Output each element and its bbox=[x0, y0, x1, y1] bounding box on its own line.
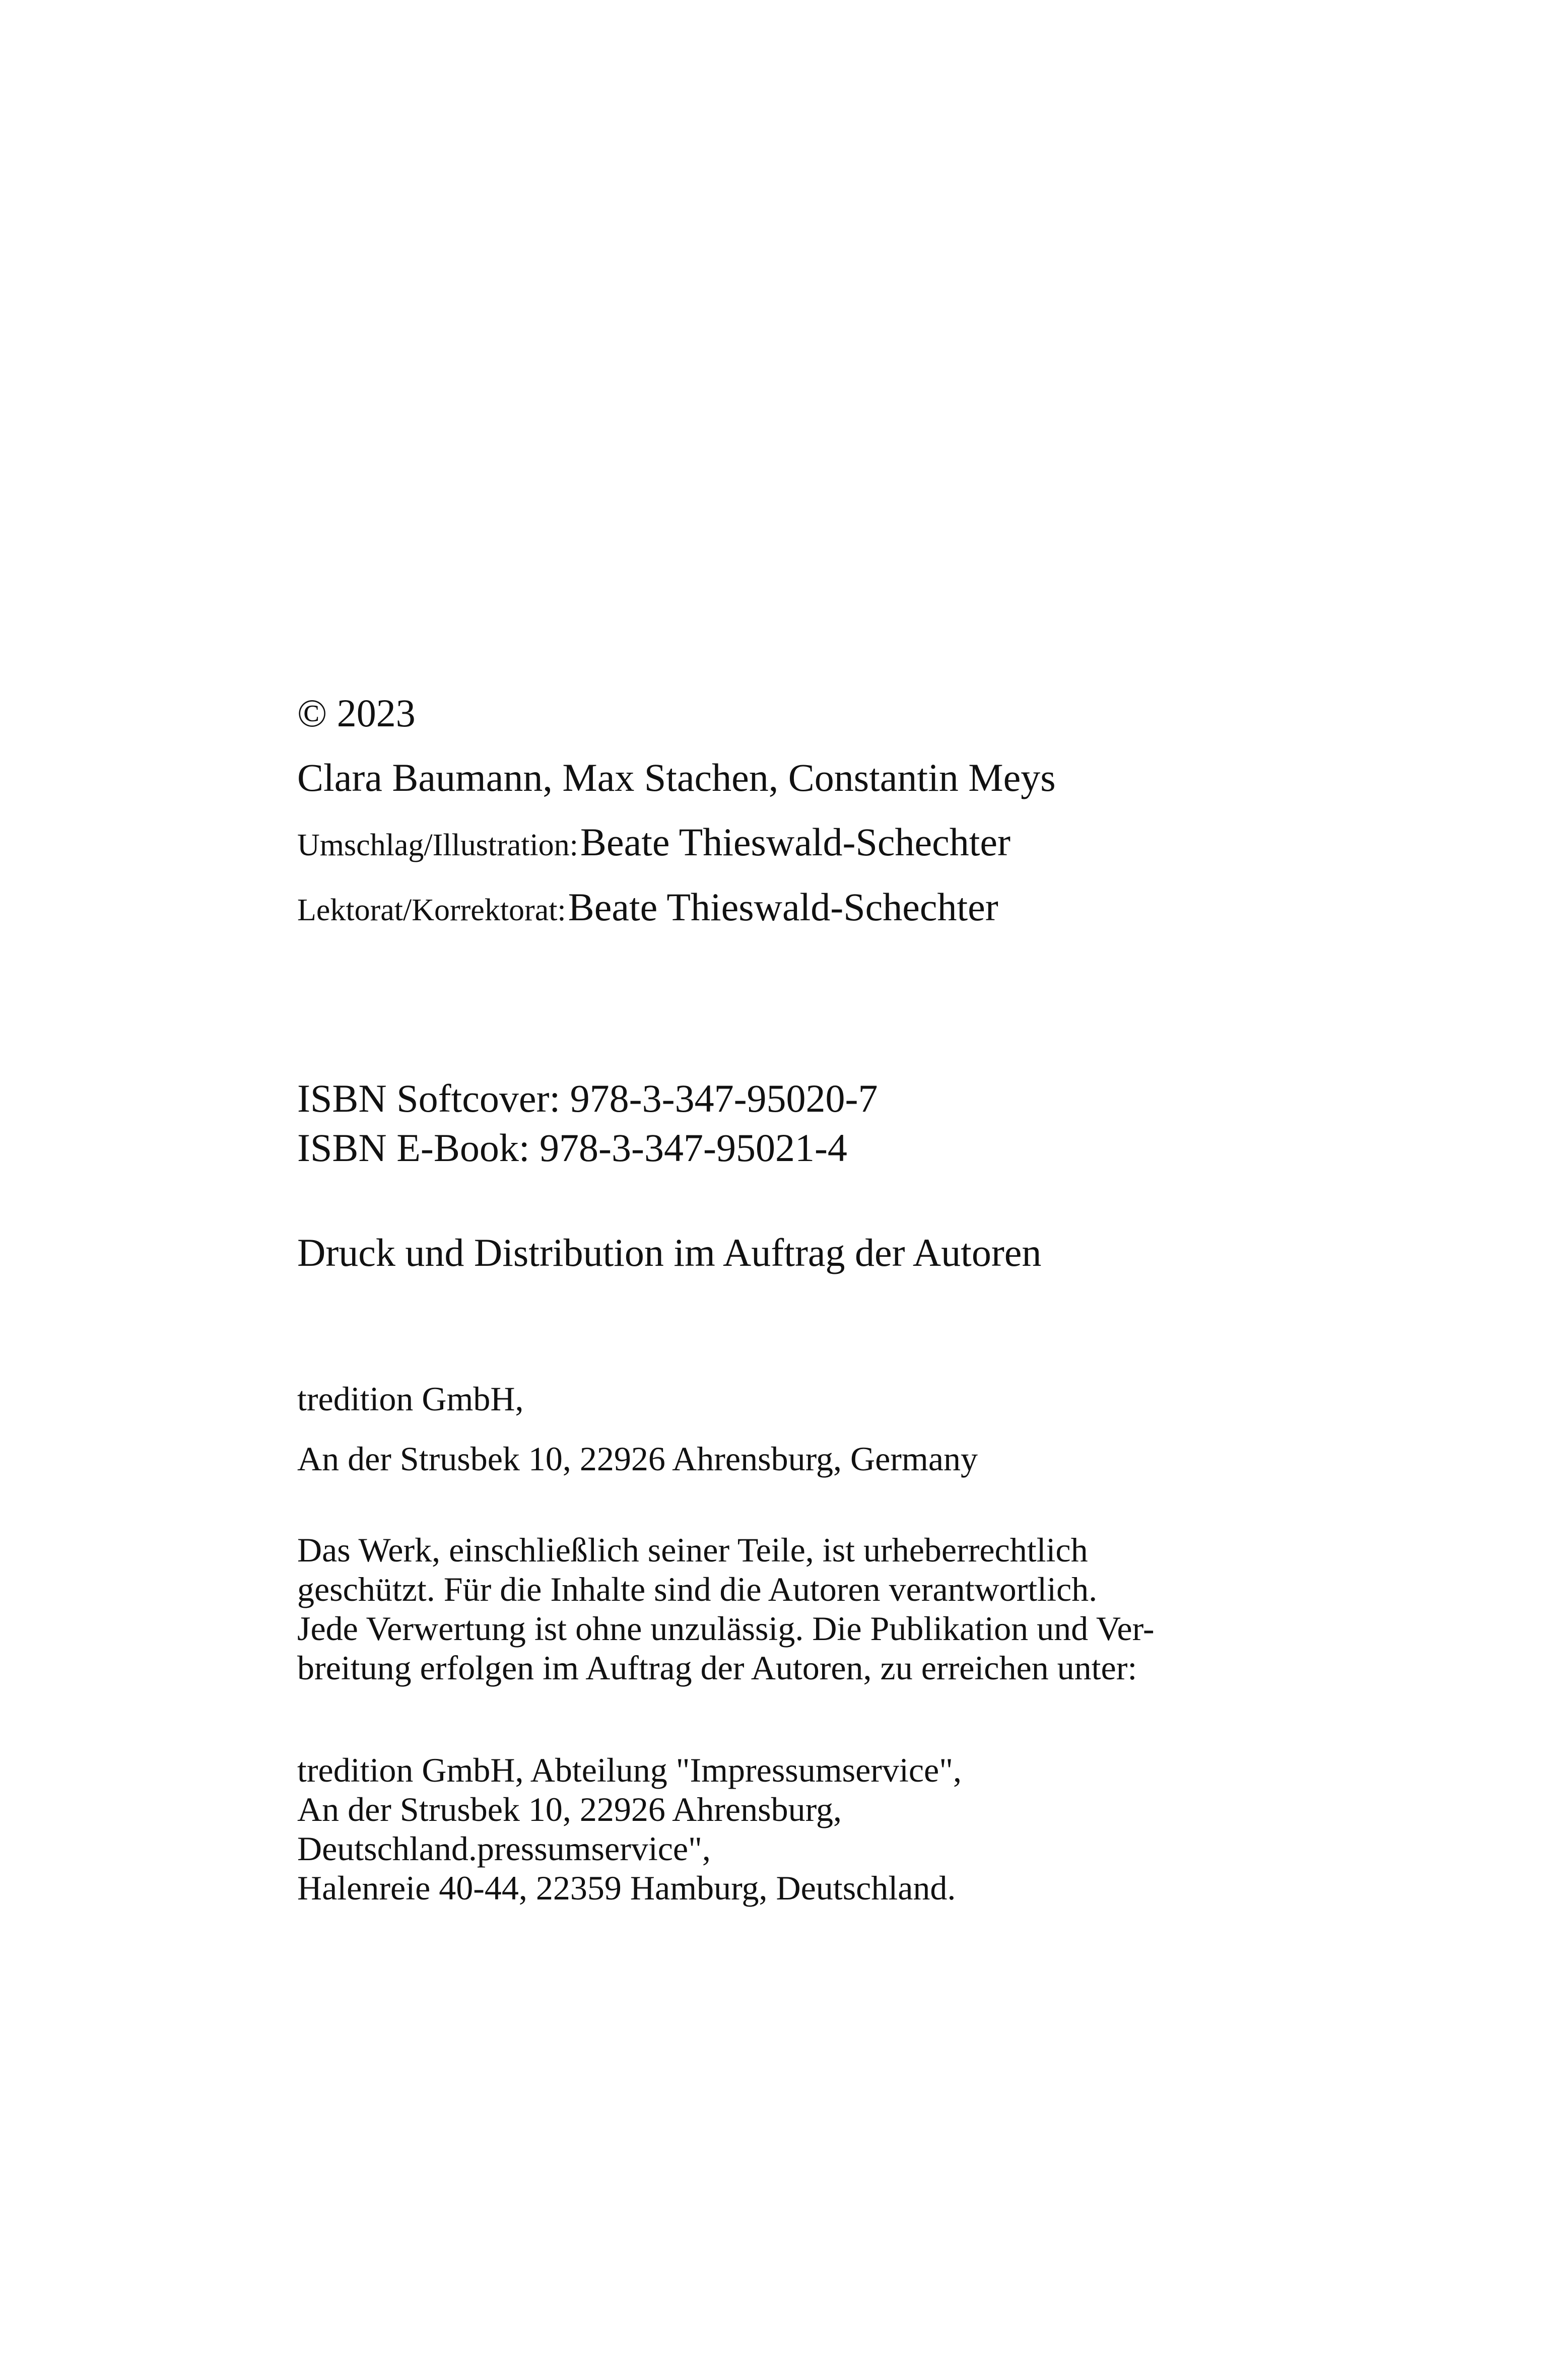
cover-credit-label: Umschlag/Illustration: bbox=[297, 828, 578, 862]
editing-credit-name: Beate Thieswald-Schechter bbox=[568, 885, 998, 929]
editing-credit bbox=[297, 885, 998, 929]
contact-address-line: tredition GmbH, Abteilung "Impressumservice", bbox=[297, 1751, 962, 1789]
contact-address-line: Halenreie 40-44, 22359 Hamburg, Deutschland. bbox=[297, 1869, 956, 1907]
legal-notice-line: Jede Verwertung ist ohne unzulässig. Die Publikation und Ver- bbox=[297, 1609, 1155, 1648]
publisher-name: tredition GmbH, bbox=[297, 1380, 524, 1418]
isbn-softcover: ISBN Softcover: 978-3-347-95020-7 bbox=[297, 1076, 878, 1120]
isbn-ebook: ISBN E-Book: 978-3-347-95021-4 bbox=[297, 1126, 847, 1170]
contact-address-line: An der Strusbek 10, 22926 Ahrensburg, bbox=[297, 1790, 842, 1828]
contact-address bbox=[297, 1750, 962, 1908]
legal-notice-line: breitung erfolgen im Auftrag der Autoren, zu erreichen unter: bbox=[297, 1649, 1137, 1687]
cover-credit bbox=[297, 820, 1011, 864]
legal-notice bbox=[297, 1530, 1155, 1687]
copyright-year: © 2023 bbox=[297, 691, 416, 735]
cover-credit-name: Beate Thieswald-Schechter bbox=[580, 820, 1011, 864]
authors-line: Clara Baumann, Max Stachen, Constantin Meys bbox=[297, 756, 1056, 799]
distribution-note: Druck und Distribution im Auftrag der Autoren bbox=[297, 1231, 1042, 1274]
publisher-address: An der Strusbek 10, 22926 Ahrensburg, Germany bbox=[297, 1440, 978, 1478]
editing-credit-label: Lektorat/Korrektorat: bbox=[297, 893, 566, 927]
contact-address-line: Deutschland.pressumservice", bbox=[297, 1829, 711, 1868]
legal-notice-line: geschützt. Für die Inhalte sind die Autoren verantwortlich. bbox=[297, 1570, 1098, 1608]
legal-notice-line: Das Werk, einschließlich seiner Teile, ist urheberrechtlich bbox=[297, 1531, 1088, 1569]
